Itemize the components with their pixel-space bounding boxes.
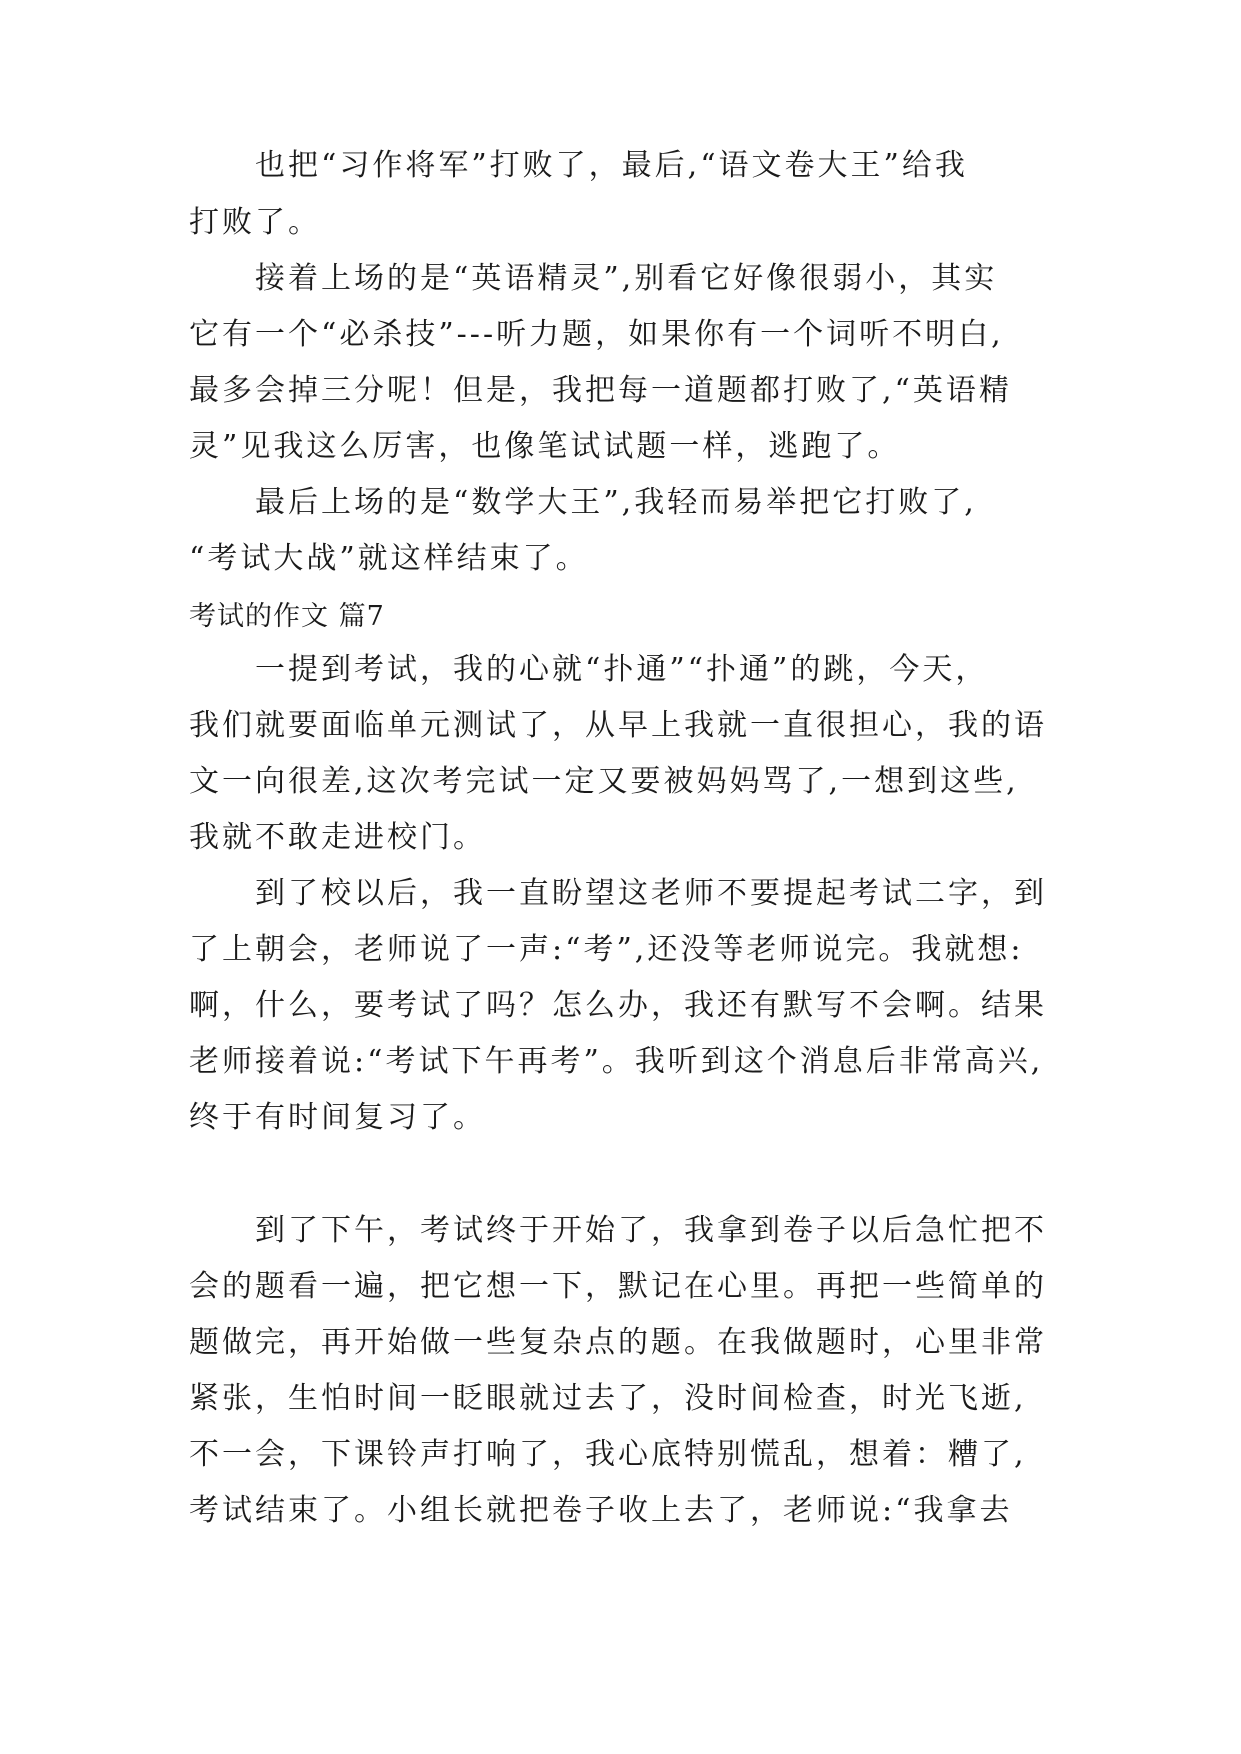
text-line: 不一会，下课铃声打响了，我心底特别慌乱，想着：糟了,: [189, 1437, 1027, 1472]
text-line: 接着上场的是“英语精灵”,别看它好像很弱小，其实: [255, 261, 998, 296]
text-line: 一提到考试，我的心就“扑通”“扑通”的跳，今天，: [255, 652, 989, 687]
text-line: 会的题看一遍，把它想一下，默记在心里。再把一些简单的: [189, 1269, 1047, 1304]
text-line: 最多会掉三分呢！但是，我把每一道题都打败了,“英语精: [189, 373, 1012, 408]
text-line: 啊，什么，要考试了吗？怎么办，我还有默写不会啊。结果: [189, 988, 1047, 1023]
text-line: 也把“习作将军”打败了，最后,“语文卷大王”给我: [255, 148, 968, 183]
text-line: 到了下午，考试终于开始了，我拿到卷子以后急忙把不: [255, 1213, 1047, 1248]
text-line: 紧张，生怕时间一眨眼就过去了，没时间检查，时光飞逝,: [189, 1381, 1027, 1416]
text-line: 我就不敢走进校门。: [189, 820, 486, 855]
text-line: 老师接着说:“考试下午再考”。我听到这个消息后非常高兴,: [189, 1044, 1044, 1079]
text-line: 它有一个“必杀技”---听力题，如果你有一个词听不明白,: [189, 317, 1004, 352]
text-line: 到了校以后，我一直盼望这老师不要提起考试二字，到: [255, 876, 1047, 911]
text-line: 打败了。: [189, 205, 321, 240]
text-line: 了上朝会，老师说了一声:“考”,还没等老师说完。我就想:: [189, 932, 1024, 967]
section-heading: 考试的作文 篇7: [189, 601, 385, 632]
text-line: 最后上场的是“数学大王”,我轻而易举把它打败了,: [255, 485, 977, 520]
text-line: 灵”见我这么厉害，也像笔试试题一样，逃跑了。: [189, 429, 901, 464]
text-line: 题做完，再开始做一些复杂点的题。在我做题时，心里非常: [189, 1325, 1047, 1360]
text-line: 考试结束了。小组长就把卷子收上去了，老师说:“我拿去: [189, 1493, 1013, 1528]
text-line: “考试大战”就这样结束了。: [189, 541, 589, 576]
text-line: 我们就要面临单元测试了，从早上我就一直很担心，我的语: [189, 708, 1047, 743]
text-line: 文一向很差,这次考完试一定又要被妈妈骂了,一想到这些,: [189, 764, 1019, 799]
text-line: 终于有时间复习了。: [189, 1100, 486, 1135]
